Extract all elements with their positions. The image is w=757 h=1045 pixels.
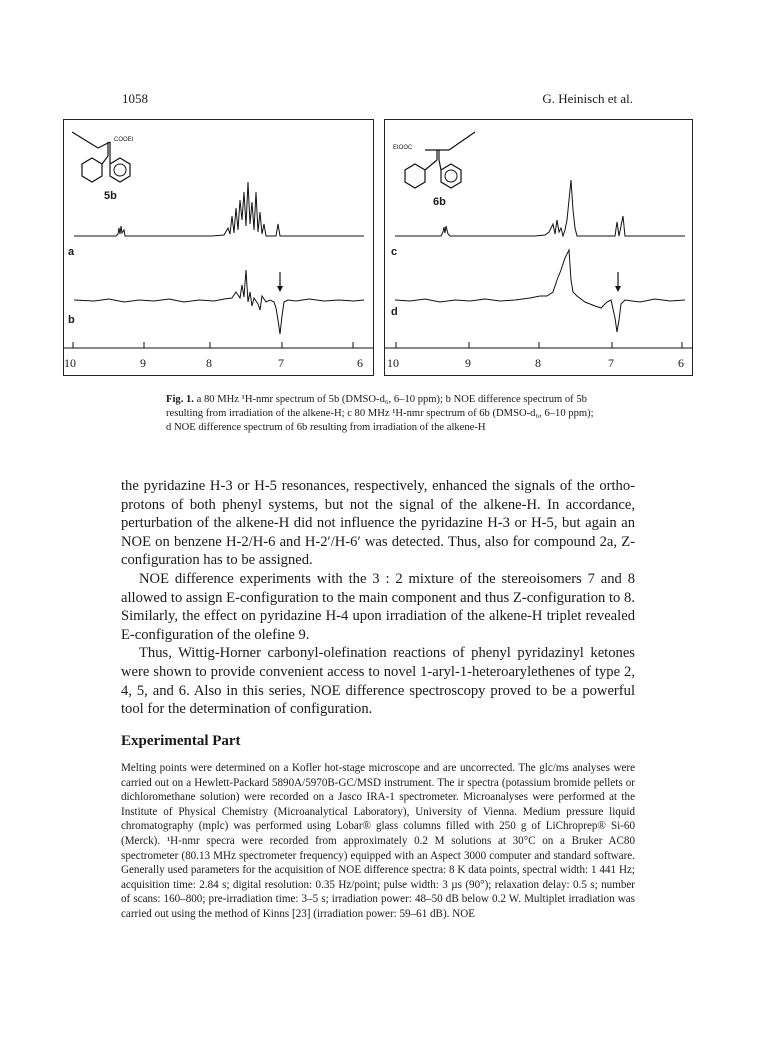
trace-label-b: b xyxy=(68,314,75,326)
ppm-tick: 7 xyxy=(608,356,614,370)
spectrum-drawing-5b xyxy=(64,120,373,375)
figure-caption xyxy=(166,393,598,435)
trace-label-a: a xyxy=(68,246,75,258)
spectrum-panel-6b xyxy=(384,119,693,376)
experimental-paragraph: Melting points were determined on a Kofler hot-stage microscope and are uncorrected. The glc/ms analyses were carried out on a Hewlett-Packard 5890A/5970B-GC/MSD instrument. The ir spectra (potassium bromide pellets or dichloromethane solution) were recorded on a Jasco IRA-1 spectrometer. Microanalyses were performed at the Institute of Physical Chemistry (Microanalytical Laboratory), University of Vienna. Medium pressure liquid chromatography (mplc) was performed using Lobar® glass columns filled with 250 g of LiChroprep® Si-60 (Merck). ¹H-nmr specra were recorded from approximately 0.2 M solutions at 30°C on a Bruker AC80 spectrometer (80.13 MHz spectrometer frequency) equipped with an Aspect 3000 computer and standard software. Generally used parameters for the acquisition of NOE difference spectra: 8 K data points, spectral width: 1 441 Hz; acquisition time: 2.84 s; digital resolution: 0.35 Hz/point; pulse width: 3 µs (90°); relaxation delay: 0.5 s; number of scans: 160–800; pre-irradiation time: 3–5 s; irradiation power: 48–50 dB below 0.2 W. Multiplet irradiation was carried out using the method of Kinns [23] (irradiation power: 59–61 dB). NOE xyxy=(121,762,635,920)
spectrum-panel-5b xyxy=(63,119,374,376)
ppm-tick: 8 xyxy=(206,356,212,370)
caption-label: Fig. 1. xyxy=(166,394,194,405)
compound-label: 6b xyxy=(433,196,446,208)
ppm-tick: 8 xyxy=(535,356,541,370)
experimental-text xyxy=(121,761,635,922)
running-head: G. Heinisch et al. xyxy=(542,91,633,106)
compound-label: 5b xyxy=(104,190,117,202)
caption-text: a 80 MHz ¹H-nmr spectrum of 5b (DMSO-d₆, 6–10 ppm); b NOE difference spectrum of 5b resulting from irradiation of the alkene-H; c 80 MHz ¹H-nmr spectrum of 6b (DMSO-d₆, 6–10 ppm); d NOE difference spectrum of 6b resulting from irradiation of the alkene-H xyxy=(166,394,594,433)
ppm-tick: 9 xyxy=(465,356,471,370)
trace-label-c: c xyxy=(391,246,398,258)
body-paragraph: NOE difference experiments with the 3 : 2 mixture of the stereoisomers 7 and 8 allowed to assign E-configuration to the main component and thus Z-configuration to 8. Similarly, the effect on pyridazine H-4 upon irradiation of the alkene-H triplet revealed E-configuration of the olefine 9. xyxy=(121,570,635,643)
ppm-tick: 10 xyxy=(64,356,76,370)
substituent-label: EtOOC xyxy=(393,145,413,151)
ppm-tick: 10 xyxy=(387,356,399,370)
ppm-tick: 9 xyxy=(140,356,146,370)
ppm-tick: 7 xyxy=(278,356,284,370)
substituent-label: COOEt xyxy=(114,137,134,143)
ppm-tick: 6 xyxy=(678,356,684,370)
trace-label-d: d xyxy=(391,306,398,318)
body-paragraph: Thus, Wittig-Horner carbonyl-olefination reactions of phenyl pyridazinyl ketones were shown to provide convenient access to novel 1-aryl-1-heteroarylethenes of type 2, 4, 5, and 6. Also in this series, NOE difference spectroscopy proved to be a powerful tool for the determination of configuration. xyxy=(121,645,635,718)
ppm-tick: 6 xyxy=(357,356,363,370)
section-title: Experimental Part xyxy=(121,733,241,749)
spectrum-drawing-6b xyxy=(385,120,692,375)
body-paragraph: the pyridazine H-3 or H-5 resonances, respectively, enhanced the signals of the ortho-protons of both phenyl systems, but not the signal of the alkene-H. In accordance, perturbation of the alkene-H did not influence the pyridazine H-3 or H-5, but again an NOE on benzene H-2/H-6 and H-2′/H-6′ was detected. Thus, also for compound 2a, Z-configuration has to be assigned. xyxy=(121,478,635,569)
body-text xyxy=(121,477,635,719)
page-number: 1058 xyxy=(122,91,148,106)
